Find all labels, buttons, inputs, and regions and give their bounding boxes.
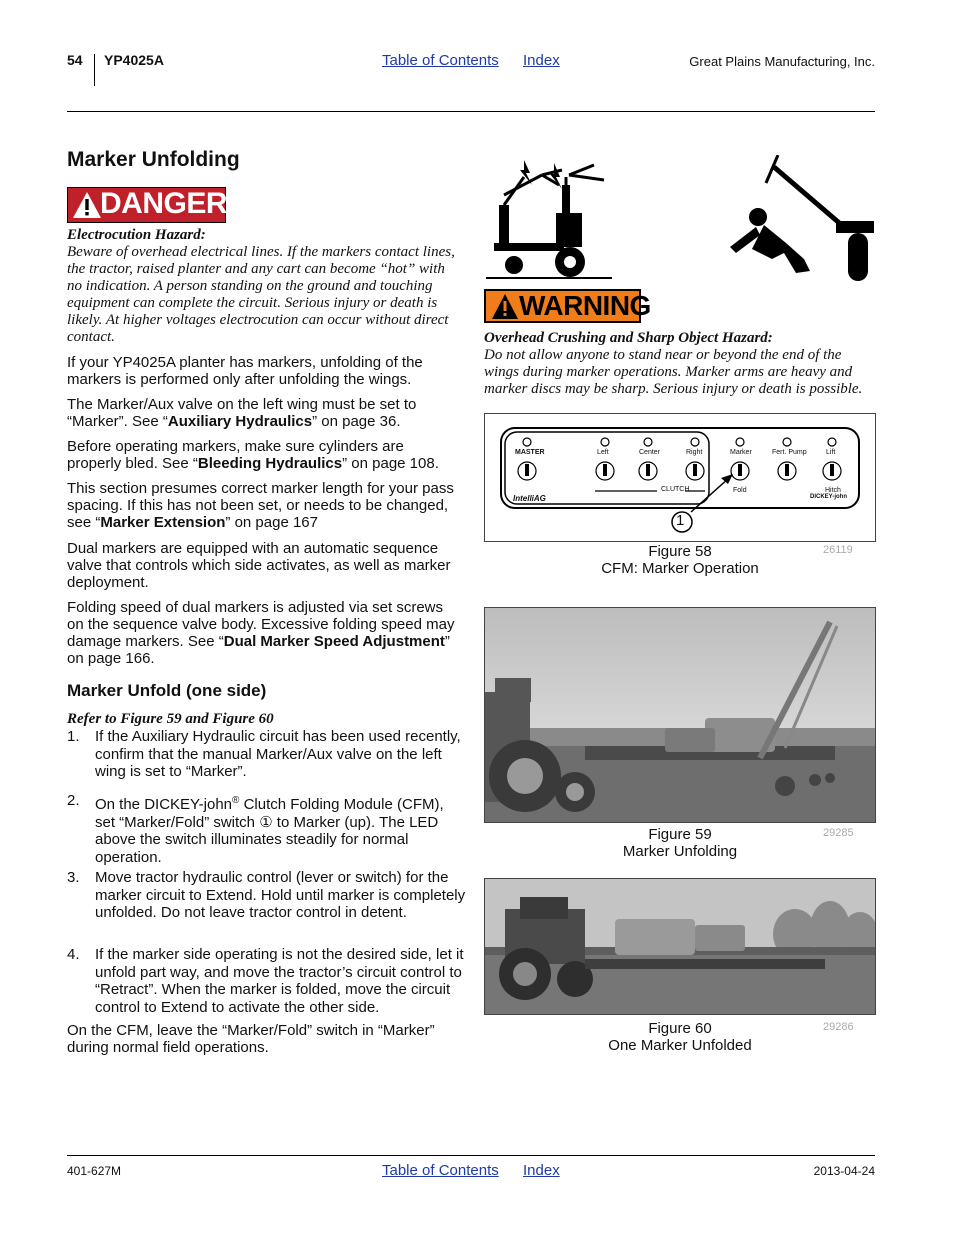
closing-paragraph: On the CFM, leave the “Marker/Fold” switch in “Marker” during normal field operations. bbox=[67, 1022, 435, 1056]
hitch-label: Hitch bbox=[825, 487, 841, 494]
alert-triangle-icon bbox=[71, 188, 103, 222]
company-name: Great Plains Manufacturing, Inc. bbox=[689, 54, 875, 69]
clutch-label: CLUTCH bbox=[661, 486, 690, 493]
header-divider bbox=[94, 54, 95, 86]
list-item: 3. Move tractor hydraulic control (lever or switch) for the marker circuit to Extend. Hold until marker is completely unfolded. Do not leave tractor control in detent. bbox=[67, 869, 466, 921]
paragraph: Before operating markers, make sure cylinders are properly bled. See “Bleeding Hydraulics” on page 108. bbox=[67, 438, 439, 472]
fold-label: Fold bbox=[733, 487, 747, 494]
crushing-hazard-icon bbox=[726, 155, 876, 285]
switch-label: Lift bbox=[826, 449, 836, 456]
danger-label: DANGER bbox=[100, 187, 228, 220]
figure-58-cfm-panel bbox=[484, 413, 876, 542]
subsection-title: Marker Unfold (one side) bbox=[67, 681, 267, 700]
warning-heading: Overhead Crushing and Sharp Object Hazard: bbox=[484, 330, 773, 346]
dickey-john-logo: DICKEY-john bbox=[810, 494, 847, 500]
refer-note: Refer to Figure 59 and Figure 60 bbox=[67, 711, 274, 727]
doc-code: 401-627M bbox=[67, 1164, 122, 1178]
danger-heading: Electrocution Hazard: bbox=[67, 227, 206, 243]
list-item: 4. If the marker side operating is not the desired side, let it unfold part way, and move the tractor’s circuit control to “Retract”. When the marker is folded, move the circuit control to Extend to activate the other side. bbox=[67, 946, 464, 1016]
page-number: 54 bbox=[67, 52, 83, 68]
header-rule bbox=[67, 111, 875, 112]
list-item: 2. On the DICKEY-john® Clutch Folding Module (CFM), set “Marker/Fold” switch ① to Marker (up). The LED above the switch illuminates steadily for normal operation. bbox=[67, 792, 444, 866]
figure-60-photo bbox=[484, 878, 876, 1015]
warning-text: Do not allow anyone to stand near or beyond the end of the wings during marker operations. Marker arms are heavy and marker discs may be sharp. Serious injury or death is possible. bbox=[484, 347, 863, 397]
footer-date: 2013-04-24 bbox=[813, 1164, 875, 1178]
switch-label: Right bbox=[686, 449, 703, 456]
toc-link[interactable]: Table of Contents bbox=[382, 52, 499, 69]
figure-58-caption: Figure 58 CFM: Marker Operation bbox=[601, 543, 759, 577]
section-title: Marker Unfolding bbox=[67, 148, 240, 171]
alert-triangle-icon bbox=[490, 291, 520, 323]
switch-label: Marker bbox=[730, 449, 752, 456]
warning-label: WARNING bbox=[519, 290, 651, 321]
switch-label: Fert. Pump bbox=[772, 449, 807, 456]
footer-index-link[interactable]: Index bbox=[523, 1162, 560, 1179]
switch-label: Left bbox=[597, 449, 609, 456]
paragraph: If your YP4025A planter has markers, unfolding of the markers is performed only after unfolding the wings. bbox=[67, 354, 423, 388]
callout-number: 1 bbox=[676, 512, 685, 529]
index-link[interactable]: Index bbox=[523, 52, 560, 69]
paragraph: This section presumes correct marker length for your pass spacing. If this has not been set, or needs to be changed, see “Marker Extension” on page 167 bbox=[67, 480, 454, 531]
danger-text: Beware of overhead electrical lines. If the markers contact lines, the tractor, raised planter and any cart can become “hot” with no indication. A person standing on the ground and touching equipment can complete the circuit. Serious injury or death is likely. At higher voltages electrocution can occur without direct contact. bbox=[67, 244, 455, 345]
electrocution-hazard-icon bbox=[484, 155, 614, 280]
list-item: 1. If the Auxiliary Hydraulic circuit has been used recently, confirm that the manual Marker/Aux valve on the left wing is set to “Marker”. bbox=[67, 728, 461, 780]
master-label: MASTER bbox=[515, 449, 545, 456]
warning-badge bbox=[484, 289, 651, 323]
doc-id: YP4025A bbox=[104, 52, 164, 68]
footer-rule bbox=[67, 1155, 875, 1156]
danger-badge bbox=[67, 187, 226, 223]
figure-58-number: 26119 bbox=[823, 544, 853, 556]
footer-toc-link[interactable]: Table of Contents bbox=[382, 1162, 499, 1179]
paragraph: The Marker/Aux valve on the left wing must be set to “Marker”. See “Auxiliary Hydraulics” on page 36. bbox=[67, 396, 417, 430]
figure-60-number: 29286 bbox=[823, 1021, 854, 1033]
switch-label: Center bbox=[639, 449, 661, 456]
paragraph: Folding speed of dual markers is adjusted via set screws on the sequence valve body. Excessive folding speed may damage markers. See “Dual Marker Speed Adjustment” on page 166. bbox=[67, 599, 455, 667]
intelliag-logo: IntelliAG bbox=[513, 494, 546, 503]
figure-59-number: 29285 bbox=[823, 827, 854, 839]
figure-59-photo bbox=[484, 607, 876, 823]
paragraph: Dual markers are equipped with an automatic sequence valve that controls which side activates, as well as marker deployment. bbox=[67, 540, 451, 591]
figure-59-caption: Figure 59 Marker Unfolding bbox=[622, 826, 738, 860]
figure-60-caption: Figure 60 One Marker Unfolded bbox=[608, 1020, 752, 1054]
